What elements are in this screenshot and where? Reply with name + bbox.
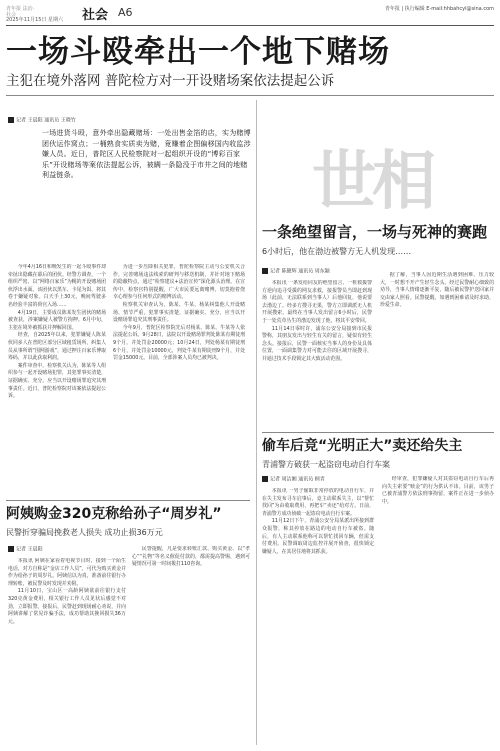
- paragraph: 本报讯 阿姨在家看着电视节目时，接到一个陌生电话，对方自称是“金店工作人员”，可代为购买黄金并作为给孙子的周岁礼。阿姨信以为真，准备前往银行办理转账，被民警及时发现并劝阻。: [8, 558, 126, 587]
- paragraph: 今年4月16日和晚发生的一起斗殴事件却牵扯出隐藏在幕后的团伙。经警方调查，一个组织严密、以“网络百家乐”为幌的开设赌场团伙浮出水面。该团伙以黑车、卡尾为饵，将其卷于嫌疑对象。白天手上30元，晚间驾驶多名经验丰富的荷官入场……: [8, 264, 106, 308]
- left-story-col-2: [132, 546, 250, 746]
- byline-icon: [262, 268, 268, 274]
- divider: [6, 500, 250, 501]
- header-contact: 青年报 | 执行编辑 E-mail:hhbahcyl@sina.com: [384, 6, 494, 12]
- section-title: 社会: [82, 8, 109, 23]
- main-headline: 一场斗殴牵出一个地下赌场: [6, 34, 390, 70]
- main-subhead: 主犯在境外落网 普陀检方对一开设赌场案依法提起公诉: [6, 73, 335, 89]
- byline-icon: [8, 117, 14, 123]
- paragraph: 11月10日，宝山区一高龄阿姨欲前往银行支付320克黄金费用，相关银行工作人员见状后感觉不对劲，立即报警。接报后，民警赶到现场耐心劝说，并向阿姨讲解了常见诈骗手法，成功帮助其挽回损失36万元。: [8, 588, 126, 625]
- paragraph: 民警提醒，凡是要求转账汇款、购买黄金、以“孝心”“礼物”等名义催促付款的，都需提高警惕，遇到可疑情况可第一时间拨打110咨询。: [132, 546, 250, 568]
- page-number: A6: [118, 6, 133, 19]
- byline-icon: [262, 476, 268, 482]
- paragraph: 为进一步压降相关犯罪，普陀检察院主动与公安机关合作，完善赌场违法线索的研判与移送机制，并针对地下赌场的隐蔽特点，通过“检察建议+法治宣传”深化源头治理。在宣传中，检察官特别提醒，广大市民要远离赌博，切莫抱着侥幸心理参与任何形式的赌博活动。: [113, 264, 245, 301]
- page-header: [6, 4, 494, 26]
- paragraph: 本报讯 一条发给同友的绝望留言，一桩救援警方逆向追寻受援的网友求救，接报警员当即赶到现场（此前，无法联系到当事人）后他回复，他说要去渤边了。经多方搜寻无果，警方立即调派无人机开展搜索。最终在当事人发出留言6小时后，民警于一处荒草丛生的渤边发现了他，将其平安带回。: [262, 280, 372, 324]
- paragraph: 11月12日下午，青浦公安分局某派出所接到群众报警，称其停放在路边的电动自行车被盗。随后，有人主动联系他称可以帮忙找回车辆，但需支付费用。民警调取周边监控并展开侦查，很快锁定嫌疑人，在其居住地将其抓获。: [262, 518, 374, 555]
- paragraph: 检察机关审查认为，陈某、牛某、杨某纠集他人开设赌场，情节严重，犯罪事实清楚，证据确实、充分，应当以开设赌场罪追究其刑事责任。: [113, 301, 245, 324]
- right-bottom-story-col-1: [262, 488, 374, 746]
- paragraph: 经查，自2025年以来，犯罪嫌疑人陈某伙同多人在普陀区部分区域租赁场所，纠集人员从事所谓“围网游戏”，通过押注百家乐博取筹码，并以此获取利润。: [8, 332, 106, 362]
- right-story-col-2: [380, 272, 494, 424]
- paragraph: 据了解，当事人因近期生活遇到困难、压力较大，一时想不开产生轻生念头。经过民警耐心细致的劝导，当事人情绪逐渐平复，随后被民警护送回家并交由家人照看。民警提醒，如遇到困难请及时求助，珍爱生命。: [380, 272, 494, 309]
- left-story-title: 阿姨购金320克称给孙子“周岁礼”: [6, 506, 222, 522]
- paragraph: 11月14日零时许，浦东公安分局接到市民报警称，其朋友发出与轻生有关的留言，疑似有轻生念头。接报后，民警一面核实当事人的身份及具体位置，一面调集警力对可能去往的区域开展搜寻，并通过技术手段锁定其大致活动范围。: [262, 325, 372, 362]
- main-body-col-2: [113, 264, 245, 594]
- right-story-col-1: [262, 280, 372, 425]
- divider: [262, 432, 494, 433]
- right-story-subtitle: 6小时后，他在渤边被警方无人机发现……: [262, 247, 412, 256]
- right-story-title: 一条绝望留言，一场与死神的赛跑: [262, 223, 488, 241]
- left-story-subtitle: 民警折穿骗局挽救老人损失 成功止损36万元: [6, 528, 163, 537]
- main-lead: 一场进货斗殴，意外牵出隐藏赌场：一处出售金箔的店，实为赌博团伙运作窝点；一桶熟食实质卖为赌，竟赚着企图偏移国内收监涉嫌人员。近日，普陀区人民检察院对一起组织开设的“博彩百家乐”开设赌场等案依法提起公诉，被瞒一条隐没于市井之间的地赌利益链条。: [42, 129, 251, 179]
- paragraph: 经审查，犯罪嫌疑人对其盗窃电动自行车后再向失主索要“赎金”的行为供认不讳。目前，该男子已被青浦警方依法刑事拘留，案件正在进一步侦办中。: [382, 476, 494, 505]
- right-bottom-story-title: 偷车后竞“光明正大”卖还给失主: [262, 438, 463, 454]
- right-bottom-story-col-2: [382, 476, 494, 746]
- paragraph: 4月19日，主要成员陈某发生团伙的赌场被查获，涉案嫌疑人被警方拘押。6月中旬，主犯在境外被抓获并押解回国。: [8, 309, 106, 331]
- left-story-byline: 记者 王晨阳: [8, 546, 43, 554]
- right-story-byline: 记者 陈健辉 通讯员 周东颖: [262, 268, 330, 276]
- column-divider: [256, 100, 257, 745]
- byline-icon: [8, 546, 14, 552]
- paragraph: 案件审查中，检察机关认为，陈某等人组织参与一起开设赌场犯罪，其犯罪事实清楚，证据确实、充分，应当以开设赌场罪追究其刑事责任。近日，普陀检察院对该案依法提起公诉。: [8, 362, 106, 400]
- right-bottom-story-byline: 记者 周洁湘 通讯员 顾青: [262, 476, 325, 484]
- left-story-col-1: [8, 558, 126, 746]
- divider: [6, 95, 494, 96]
- newspaper-logo: 青年报 法治·社会: [6, 6, 35, 18]
- paragraph: 今年9月，普陀区检察院先后对杨某、陈某、牛某等人依法提起公诉。9月28日，法院以开设赌场罪判处陈某有期徒刑9个月，并处罚金20000元；10月24日，判处杨某有期徒刑6个月，并处罚金10000元，判处牛某有期徒刑9个月，并处罚金15000元。目前，全部涉案人员均已被判决。: [113, 324, 245, 362]
- issue-date: 2025年11月15日 星期六: [6, 17, 64, 23]
- watermark-shishang: 世相: [312, 144, 432, 219]
- main-byline: 记者 王晨阳 通讯员 王晓竹: [8, 117, 76, 125]
- main-body-col-1: [8, 264, 106, 594]
- paragraph: 本报讯 一男子偷取非常停放的电动自行车，并在失主发布寻车启事后，竟主动联系失主，以“帮忙找回”为由收取费用，再把车“卖还”给对方。日前，青浦警方成功侦破一起盗窃电动自行车案。: [262, 488, 374, 517]
- right-bottom-story-subtitle: 青浦警方破获一起盗窃电动自行车案: [262, 460, 390, 469]
